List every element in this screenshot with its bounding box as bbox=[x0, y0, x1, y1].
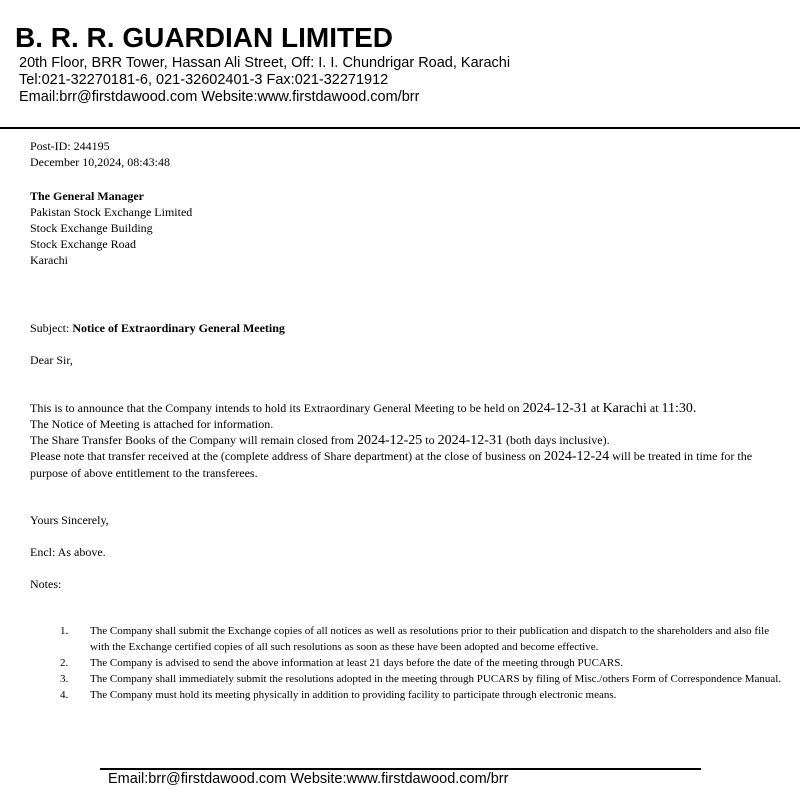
recipient-line: Stock Exchange Road bbox=[30, 237, 136, 251]
list-number: 4. bbox=[60, 689, 69, 701]
body-text: . bbox=[692, 401, 697, 416]
company-phone-fax: Tel:021-32270181-6, 021-32602401-3 Fax:021-32271912 bbox=[19, 72, 389, 88]
footer-contact: Email:brr@firstdawood.com Website:www.firstdawood.com/brr bbox=[108, 771, 509, 787]
meeting-date: 2024-12-31 bbox=[522, 401, 588, 416]
company-address: 20th Floor, BRR Tower, Hassan Ali Street, Off: I. I. Chundrigar Road, Karachi bbox=[19, 55, 511, 71]
footer-divider bbox=[100, 768, 701, 770]
notes-label: Notes: bbox=[30, 577, 62, 591]
body-paragraph: The Notice of Meeting is attached for information. bbox=[30, 417, 274, 431]
body-text: to bbox=[422, 433, 438, 447]
recipient-line: Stock Exchange Building bbox=[30, 221, 153, 235]
post-datetime: December 10,2024, 08:43:48 bbox=[30, 155, 170, 169]
body-text: will be treated in time for the purpose of above entitlement to the transferees. bbox=[30, 449, 753, 480]
list-item bbox=[30, 671, 790, 687]
body-text: at bbox=[646, 401, 662, 415]
subject-label: Subject: bbox=[30, 321, 70, 335]
body-paragraph bbox=[30, 400, 790, 417]
closing: Yours Sincerely, bbox=[30, 513, 109, 527]
closure-to-date: 2024-12-31 bbox=[437, 433, 503, 448]
meeting-time: 11:30 bbox=[661, 401, 693, 416]
company-email-website: Email:brr@firstdawood.com Website:www.firstdawood.com/brr bbox=[19, 89, 420, 105]
body-text: (both days inclusive). bbox=[502, 433, 610, 447]
list-item bbox=[30, 687, 790, 703]
enclosure: Encl: As above. bbox=[30, 545, 106, 559]
header-divider bbox=[0, 127, 800, 129]
recipient-title: The General Manager bbox=[30, 189, 144, 203]
body-paragraph bbox=[30, 432, 790, 449]
body-text: The Share Transfer Books of the Company will remain closed from bbox=[30, 433, 357, 447]
body-text: This is to announce that the Company intends to hold its Extraordinary General Meeting to be held on bbox=[30, 401, 523, 415]
note-text: The Company must hold its meeting physically in addition to providing facility to participate through electronic means. bbox=[90, 689, 617, 701]
body-paragraph bbox=[30, 448, 790, 481]
body-text: at bbox=[587, 401, 603, 415]
list-number: 3. bbox=[60, 673, 69, 685]
subject-text: Notice of Extraordinary General Meeting bbox=[72, 321, 285, 335]
note-text: The Company is advised to send the above information at least 21 days before the date of the meeting through PUCARS. bbox=[90, 657, 624, 669]
list-item bbox=[30, 623, 790, 655]
recipient-line: Pakistan Stock Exchange Limited bbox=[30, 205, 193, 219]
list-number: 1. bbox=[60, 625, 69, 637]
list-number: 2. bbox=[60, 657, 69, 669]
note-text: The Company shall immediately submit the resolutions adopted in the meeting through PUCARS by filing of Misc./others Form of Correspondence Manual. bbox=[90, 673, 782, 685]
closure-from-date: 2024-12-25 bbox=[356, 433, 423, 448]
post-id: Post-ID: 244195 bbox=[30, 139, 110, 153]
transfer-date: 2024-12-24 bbox=[543, 449, 610, 464]
subject-line bbox=[30, 320, 285, 336]
company-name: B. R. R. GUARDIAN LIMITED bbox=[15, 22, 393, 53]
meeting-place: Karachi bbox=[602, 401, 647, 416]
body-text: Please note that transfer received at the (complete address of Share department) at the close of business on bbox=[30, 449, 544, 463]
list-item bbox=[30, 655, 790, 671]
notes-list bbox=[30, 623, 790, 703]
note-text: The Company shall submit the Exchange copies of all notices as well as resolutions prior to their publication and dispatch to the shareholders and also file with the Exchange certified copies of all such resolutions as soon as these have been adopted and become effective. bbox=[90, 625, 770, 653]
recipient-line: Karachi bbox=[30, 253, 68, 267]
salutation: Dear Sir, bbox=[30, 353, 73, 367]
